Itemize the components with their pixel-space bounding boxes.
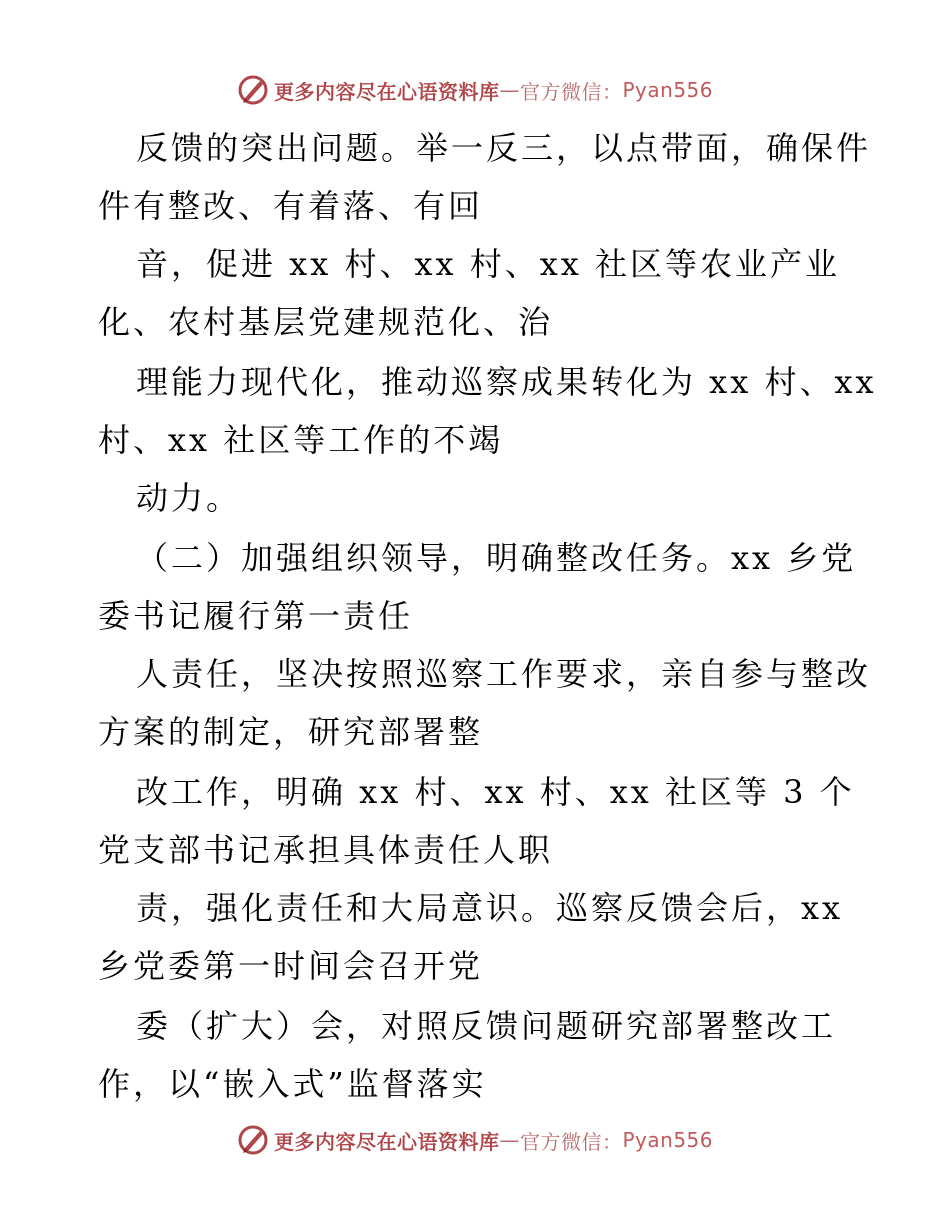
text-line: 动力。: [136, 479, 242, 517]
text-line: 理能力现代化，推动巡察成果转化为 xx 村、xx: [136, 363, 877, 401]
text-line: 委（扩大）会，对照反馈问题研究部署整改工: [136, 1007, 837, 1045]
watermark-handle: Pyan556: [622, 78, 714, 102]
pen-logo-icon: [236, 73, 270, 107]
text-line: 村、xx 社区等工作的不竭: [98, 421, 504, 459]
text-line: 人责任，坚决按照巡察工作要求，亲自参与整改: [136, 655, 872, 693]
text-line: 方案的制定，研究部署整: [98, 713, 484, 751]
watermark-suffix: 官方微信：: [520, 1129, 623, 1154]
watermark-separator: —: [499, 78, 520, 102]
watermark-handle: Pyan556: [622, 1128, 714, 1152]
watermark-title: 更多内容尽在心语资料库: [274, 1129, 500, 1154]
text-line: 音，促进 xx 村、xx 村、xx 社区等农业产业: [136, 245, 840, 283]
text-line: 党支部书记承担具体责任人职: [98, 831, 554, 869]
text-line: 反馈的突出问题。举一反三，以点带面，确保件: [136, 129, 872, 167]
text-line: 件有整改、有着落、有回: [98, 187, 484, 225]
watermark-title: 更多内容尽在心语资料库: [274, 79, 500, 104]
text-line: 化、农村基层党建规范化、治: [98, 303, 554, 341]
watermark-footer: [236, 1122, 713, 1158]
watermark-separator: —: [499, 1128, 520, 1152]
watermark-header: [236, 72, 713, 108]
text-line: 乡党委第一时间会召开党: [98, 947, 484, 985]
text-line: 委书记履行第一责任: [98, 597, 414, 635]
text-line: （二）加强组织领导，明确整改任务。xx 乡党: [136, 539, 857, 577]
text-line: 作，以“嵌入式”监督落实: [98, 1065, 487, 1103]
watermark-suffix: 官方微信：: [520, 79, 623, 104]
text-line: 责，强化责任和大局意识。巡察反馈会后，xx: [136, 889, 844, 927]
text-line: 改工作，明确 xx 村、xx 村、xx 社区等 3 个: [136, 773, 855, 811]
pen-logo-icon: [236, 1123, 270, 1157]
